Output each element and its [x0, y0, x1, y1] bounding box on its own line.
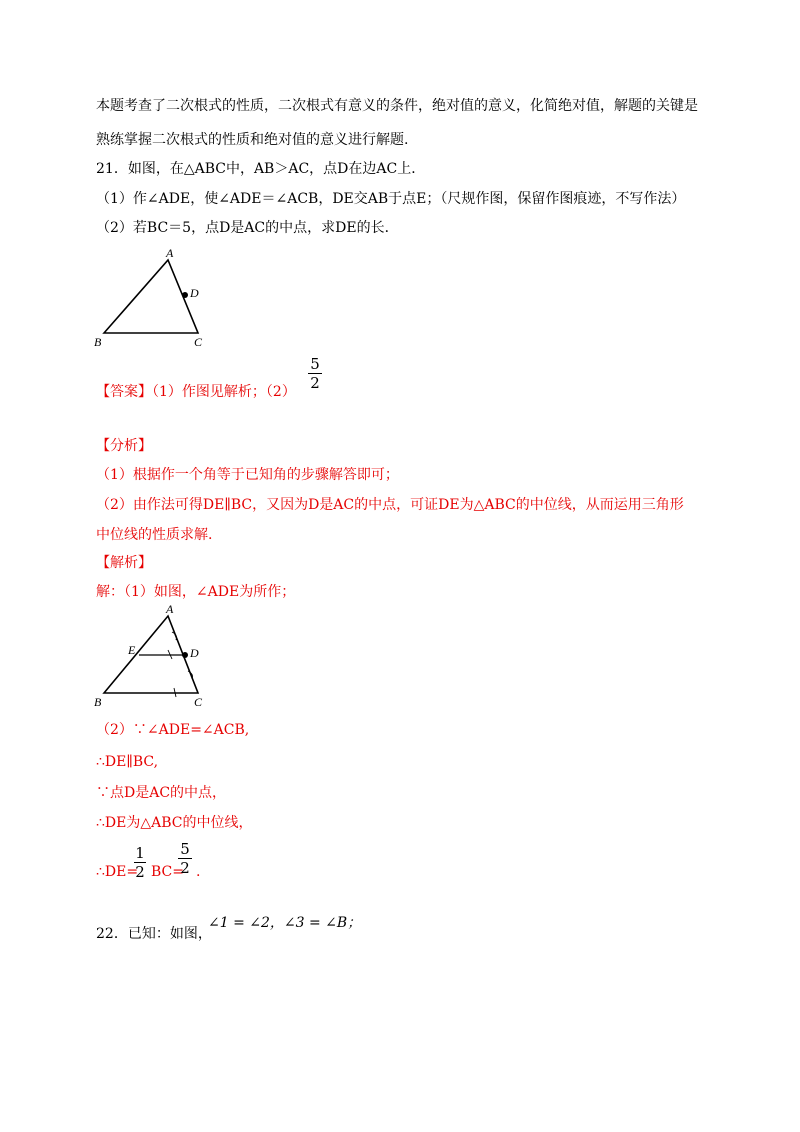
answer-line — [96, 382, 296, 402]
q22-stem: 22．已知：如图， — [96, 926, 212, 942]
final-line — [96, 862, 138, 882]
final-fraction-2-num: 5 — [180, 840, 190, 858]
final-end: . — [196, 864, 201, 880]
triangle-figure-2 — [92, 604, 212, 712]
final-mid: BC= — [151, 864, 184, 880]
final-fraction-1 — [134, 845, 146, 880]
analysis-line-1: （1）根据作一个角等于已知角的步骤解答即可； — [96, 467, 399, 483]
point-d-2 — [182, 652, 188, 658]
q21-stem: 21．如图，在△ABC中，AB＞AC，点D在边AC上． — [96, 161, 426, 177]
point-d — [182, 292, 188, 298]
step-3: ∵点D是AC的中点， — [96, 785, 227, 801]
final-prefix: ∴DE= — [96, 864, 139, 880]
final-fraction-1-den: 2 — [135, 863, 145, 881]
label-a: A — [166, 246, 174, 260]
step-1: （2）∵∠ADE=∠ACB, — [96, 722, 250, 738]
label-e: E — [128, 643, 136, 657]
solution-title: 【解析】 — [96, 555, 152, 571]
answer-prefix: 【答案】（1）作图见解析；（2） — [96, 384, 296, 400]
q21-part-1: （1）作∠ADE，使∠ADE＝∠ACB，DE交AB于点E；（尺规作图，保留作图痕迹，不写作法） — [96, 191, 686, 207]
final-fraction-2-den: 2 — [180, 859, 190, 877]
label-d-2: D — [190, 646, 199, 660]
label-b-2: B — [94, 695, 102, 709]
label-c-2: C — [194, 695, 203, 709]
label-c: C — [194, 335, 203, 349]
intro-line-2: 熟练掌握二次根式的性质和绝对值的意义进行解题. — [96, 132, 409, 148]
answer-numerator: 5 — [310, 355, 320, 373]
final-fraction-1-num: 1 — [135, 844, 145, 862]
answer-denominator: 2 — [310, 374, 320, 392]
triangle-figure-1 — [92, 246, 212, 350]
answer-fraction — [308, 356, 322, 391]
final-fraction-2 — [178, 841, 192, 876]
label-d: D — [190, 286, 199, 300]
analysis-line-3: 中位线的性质求解. — [96, 527, 213, 543]
intro-line-1: 本题考查了二次根式的性质，二次根式有意义的条件，绝对值的意义，化简绝对值，解题的关键是 — [96, 98, 698, 114]
label-b: B — [94, 335, 102, 349]
solution-line-1: 解：（1）如图，∠ADE为所作； — [96, 584, 296, 600]
step-4: ∴DE为△ABC的中位线， — [96, 815, 253, 831]
step-2: ∴DE∥BC, — [96, 754, 159, 770]
q21-part-2: （2）若BC＝5，点D是AC的中点，求DE的长． — [96, 220, 399, 236]
arc-mark-1 — [172, 632, 177, 640]
analysis-line-2: （2）由作法可得DE∥BC，又因为D是AC的中点，可证DE为△ABC的中位线，从而运用三角形 — [96, 497, 684, 513]
label-a-2: A — [166, 604, 174, 616]
q22-math: ∠1 = ∠2，∠3 = ∠B； — [208, 915, 362, 931]
analysis-title: 【分析】 — [96, 438, 152, 454]
